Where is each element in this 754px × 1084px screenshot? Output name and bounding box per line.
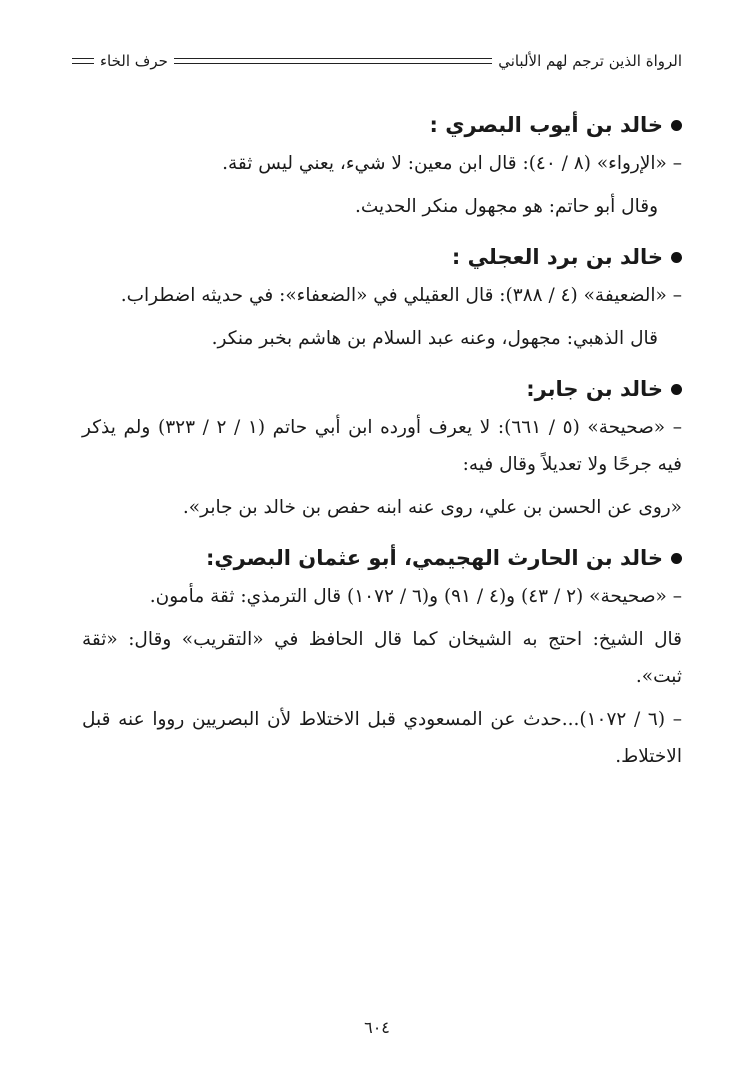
bullet-icon (671, 120, 682, 131)
narrator-name: خالد بن الحارث الهجيمي، أبو عثمان البصري: (205, 546, 663, 570)
entry-paragraph: – «صحيحة» (٢ / ٤٣) و(٤ / ٩١) و(٦ / ١٠٧٢) قال الترمذي: ثقة مأمون. (149, 586, 682, 607)
entry-paragraph: – «الإرواء» (٨ / ٤٠): قال ابن معين: لا شيء، يعني ليس ثقة. (222, 153, 682, 174)
narrator-name: خالد بن جابر: (526, 377, 663, 401)
narrator-entry (82, 369, 682, 526)
entry-paragraph: – «الضعيفة» (٤ / ٣٨٨): قال العقيلي في «الضعفاء»: في حديثه اضطراب. (120, 285, 682, 306)
book-title: الرواة الذين ترجم لهم الألباني (498, 52, 682, 70)
narrator-heading (82, 538, 682, 578)
header-rule (174, 58, 492, 64)
narrator-entry (82, 105, 682, 225)
page-number: ٦٠٤ (364, 1018, 390, 1037)
narrator-heading (82, 105, 682, 145)
entry-paragraph: وقال أبو حاتم: هو مجهول منكر الحديث. (355, 196, 658, 217)
narrator-entry (82, 538, 682, 775)
bullet-icon (671, 252, 682, 263)
header-rule-short (72, 58, 94, 64)
entry-paragraph: – «صحيحة» (٥ / ٦٦١): لا يعرف أورده ابن أبي حاتم (١ / ٢ / ٣٢٣) ولم يذكر فيه جرحًا ولا تعديلاً وقال فيه: (82, 417, 682, 475)
bullet-icon (671, 553, 682, 564)
entry-paragraph: «روى عن الحسن بن علي، روى عنه ابنه حفص بن خالد بن جابر». (182, 497, 682, 518)
bullet-icon (671, 384, 682, 395)
running-header (72, 48, 682, 74)
narrator-heading (82, 237, 682, 277)
entry-paragraph: قال الشيخ: احتج به الشيخان كما قال الحافظ في «التقريب» وقال: «ثقة ثبت». (82, 629, 682, 687)
entry-paragraph: – (٦ / ١٠٧٢)...حدث عن المسعودي قبل الاختلاط لأن البصريين رووا عنه قبل الاختلاط. (82, 709, 683, 767)
chapter-title: حرف الخاء (100, 52, 168, 70)
narrator-name: خالد بن برد العجلي : (451, 245, 663, 269)
narrator-name: خالد بن أيوب البصري : (429, 113, 663, 137)
entry-paragraph: قال الذهبي: مجهول، وعنه عبد السلام بن هاشم بخبر منكر. (211, 328, 658, 349)
page-content (82, 105, 682, 787)
narrator-entry (82, 237, 682, 357)
narrator-heading (82, 369, 682, 409)
